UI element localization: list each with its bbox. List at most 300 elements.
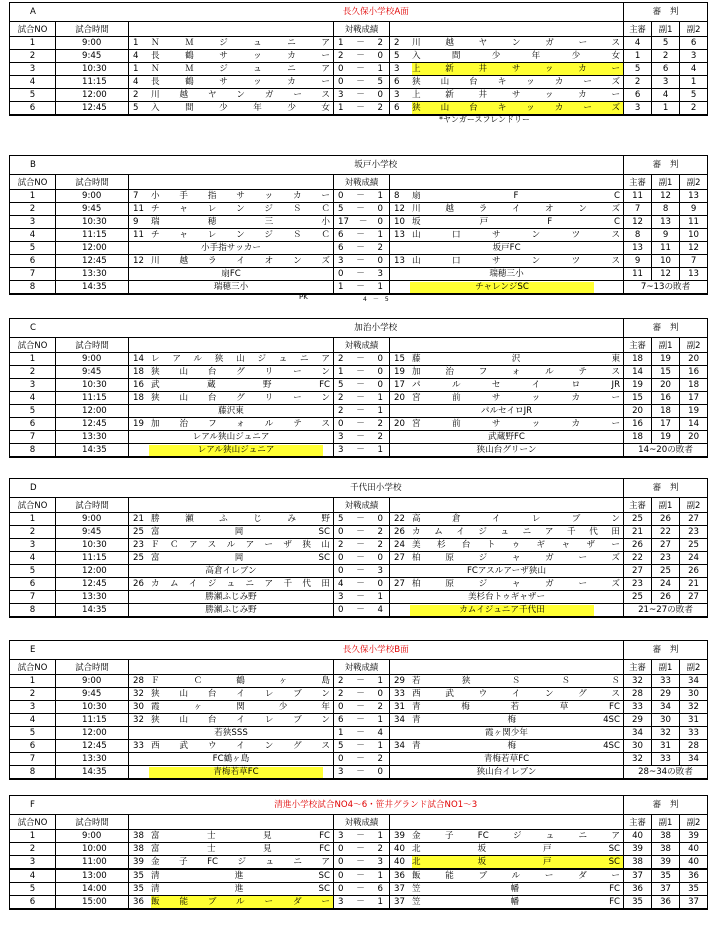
match-score	[334, 63, 390, 76]
referee-sub1: 29	[652, 688, 680, 701]
match-score	[334, 856, 390, 870]
right-team-name: 上新井サッカー	[412, 63, 623, 75]
score-left: 2	[338, 51, 344, 61]
right-team-name: 上新井サッカー	[412, 90, 621, 100]
score-right: 1	[377, 831, 383, 841]
referee-header: 審 判	[624, 156, 708, 175]
score-values	[334, 604, 389, 616]
referee-main: 6	[624, 89, 652, 102]
score-right: 1	[377, 871, 383, 881]
referee-sub2: 25	[680, 539, 708, 552]
left-team	[129, 843, 334, 856]
team-number: 27	[394, 579, 405, 589]
right-team-name: パルセイロJR	[480, 406, 533, 416]
score-dash: －	[356, 897, 365, 907]
game-time-header: 試合時間	[56, 660, 129, 675]
referee-sub2: 17	[680, 392, 708, 405]
left-team-entry	[129, 883, 333, 895]
score-dash: －	[356, 689, 365, 699]
score-right: 1	[377, 592, 383, 602]
score-dash: －	[356, 728, 365, 738]
left-team-name: 勝瀬ふじみ野	[151, 514, 330, 524]
match-score	[334, 766, 390, 779]
game-time: 13:30	[56, 431, 129, 444]
right-team-name: 武蔵野FC	[488, 432, 525, 442]
score-dash: －	[356, 256, 365, 266]
game-no: 3	[10, 539, 56, 552]
right-team-entry	[390, 513, 623, 525]
main-ref-header: 主審	[624, 338, 652, 353]
right-team-name: 金子FCジュニア	[412, 831, 621, 841]
left-team-entry	[129, 870, 333, 882]
game-time: 9:00	[56, 37, 129, 50]
score-left: 0	[338, 702, 344, 712]
team-number: 12	[133, 256, 144, 266]
game-time: 13:30	[56, 591, 129, 604]
referee-sub1: 10	[652, 255, 680, 268]
referee-main: 16	[624, 418, 652, 431]
right-team-entry	[390, 578, 623, 590]
right-team	[390, 268, 624, 281]
table-row	[10, 37, 708, 50]
main-ref-header: 主審	[624, 175, 652, 190]
game-time: 9:00	[56, 830, 129, 843]
score-dash: －	[356, 844, 365, 854]
game-no: 1	[10, 830, 56, 843]
referee-sub2: 40	[680, 856, 708, 870]
left-team-name: 西武ウイングス	[151, 741, 330, 751]
left-team-entry	[129, 379, 333, 391]
referee-sub1: 33	[652, 675, 680, 688]
score-dash: －	[356, 445, 365, 455]
match-score	[334, 229, 390, 242]
score-values	[334, 102, 389, 114]
match-score	[334, 37, 390, 50]
right-team-name: 狭山台キッカーズ	[412, 102, 623, 114]
score-left: 6	[338, 243, 344, 253]
referee-main: 18	[624, 431, 652, 444]
left-team	[129, 539, 334, 552]
team-number: 1	[133, 38, 139, 48]
right-team	[390, 405, 624, 418]
score-right: 1	[377, 282, 383, 292]
score-right: 1	[377, 406, 383, 416]
left-team-name: 小手指サッカー	[201, 243, 261, 253]
left-team-name: 加治フォルテス	[151, 419, 331, 429]
score-values	[334, 870, 389, 882]
score-dash: －	[356, 269, 365, 279]
score-right: 2	[377, 844, 383, 854]
game-no: 5	[10, 405, 56, 418]
referee-sub1: 8	[652, 203, 680, 216]
referee-main: 33	[624, 701, 652, 714]
team-number: 39	[133, 857, 144, 867]
right-team-name: 飯能ブルーダー	[412, 871, 621, 881]
score-right: 2	[377, 754, 383, 764]
table-row	[10, 856, 708, 870]
game-no: 1	[10, 190, 56, 203]
left-team	[129, 896, 334, 909]
left-team-name: ＦＣ鶴ヶ島	[151, 676, 330, 686]
game-no: 4	[10, 229, 56, 242]
score-values	[334, 552, 389, 564]
match-score	[334, 578, 390, 591]
left-team	[129, 405, 334, 418]
left-team	[129, 281, 334, 294]
referee-main: 30	[624, 740, 652, 753]
team-number: 35	[133, 871, 144, 881]
game-no: 5	[10, 565, 56, 578]
referee-main: 9	[624, 255, 652, 268]
score-dash: －	[356, 754, 365, 764]
table-row	[10, 539, 708, 552]
score-right: 1	[377, 897, 383, 907]
score-left: 3	[338, 90, 344, 100]
match-score	[334, 431, 390, 444]
game-no-header: 試合NO	[10, 22, 56, 37]
right-team	[390, 896, 624, 909]
referee-note: 21~27の敗者	[624, 604, 708, 617]
result-header: 対戦成績	[334, 338, 390, 353]
left-team	[129, 366, 334, 379]
left-team-name: 川越ヤンガース	[151, 90, 331, 100]
team-number: 32	[133, 715, 144, 725]
team-number: 18	[133, 393, 144, 403]
match-score	[334, 727, 390, 740]
game-no: 1	[10, 513, 56, 526]
table-row	[10, 578, 708, 591]
match-score	[334, 883, 390, 896]
table-row	[10, 513, 708, 526]
team-number: 4	[133, 51, 139, 61]
right-team-name: 柏原ジャガーズ	[412, 579, 621, 589]
game-no: 2	[10, 366, 56, 379]
score-left: 2	[338, 676, 344, 686]
score-dash: －	[356, 715, 365, 725]
game-time: 9:00	[56, 513, 129, 526]
score-left: 0	[338, 857, 344, 867]
score-dash: －	[356, 230, 365, 240]
referee-sub2: 18	[680, 379, 708, 392]
left-team-entry	[129, 190, 333, 202]
game-no: 8	[10, 604, 56, 617]
match-score	[334, 591, 390, 604]
right-team	[390, 444, 624, 457]
table-row	[10, 255, 708, 268]
right-team-entry	[390, 203, 623, 215]
right-team-name: 坂戸F C	[412, 217, 621, 227]
score-left: 0	[338, 871, 344, 881]
game-no: 4	[10, 714, 56, 727]
right-team	[390, 883, 624, 896]
team-number: 38	[133, 844, 144, 854]
left-team-name: 清進SC	[151, 871, 331, 881]
team-number: 13	[394, 230, 405, 240]
left-team	[129, 418, 334, 431]
score-dash: －	[356, 702, 365, 712]
match-score	[334, 688, 390, 701]
left-team	[129, 268, 334, 281]
referee-main: 19	[624, 379, 652, 392]
score-values	[334, 203, 389, 215]
right-team-name: 狭山台キッカーズ	[412, 77, 621, 87]
referee-sub1: 39	[652, 856, 680, 870]
left-team-entry	[129, 353, 333, 365]
referee-header: 審 判	[624, 3, 708, 22]
referee-main: 39	[624, 843, 652, 856]
score-right: 1	[377, 64, 383, 74]
right-team	[390, 688, 624, 701]
score-values	[334, 353, 389, 365]
left-team-name: 清進SC	[151, 884, 331, 894]
left-team-name: 武蔵野FC	[151, 380, 331, 390]
left-team-name: 富岡SC	[151, 553, 330, 563]
game-no-header: 試合NO	[10, 815, 56, 830]
left-team-entry	[129, 896, 333, 908]
score-left: 4	[338, 579, 344, 589]
score-dash: －	[358, 217, 368, 227]
left-team	[129, 675, 334, 688]
table-row	[10, 766, 708, 779]
game-no: 1	[10, 37, 56, 50]
main-ref-header: 主審	[624, 498, 652, 513]
table-row	[10, 869, 708, 883]
game-time: 12:45	[56, 740, 129, 753]
score-values	[334, 883, 389, 895]
team-number: 6	[394, 77, 400, 87]
right-team-entry	[390, 418, 623, 430]
referee-main: 20	[624, 405, 652, 418]
referee-sub1: 9	[652, 229, 680, 242]
game-time: 13:30	[56, 268, 129, 281]
table-row	[10, 830, 708, 843]
score-right: 0	[377, 367, 383, 377]
score-values	[334, 392, 389, 404]
score-values	[334, 896, 389, 908]
referee-sub2: 23	[680, 526, 708, 539]
left-team	[129, 255, 334, 268]
referee-sub2: 2	[680, 102, 708, 115]
left-team-entry	[129, 843, 333, 855]
score-values	[334, 431, 389, 443]
score-left: 0	[338, 419, 344, 429]
referee-note: 7~13の敗者	[624, 281, 708, 294]
referee-sub1: 32	[652, 727, 680, 740]
left-team-name: 富士見FC	[151, 831, 331, 841]
right-team	[390, 513, 624, 526]
right-team-entry	[390, 190, 623, 202]
left-team	[129, 740, 334, 753]
score-values	[334, 216, 389, 228]
sub2-ref-header: 副2	[680, 338, 708, 353]
score-right: 2	[377, 432, 383, 442]
right-team-entry	[390, 714, 623, 726]
right-team-name: カムイジュニア千代田	[412, 527, 621, 537]
game-time: 12:00	[56, 727, 129, 740]
sub1-ref-header: 副1	[652, 660, 680, 675]
left-team-entry	[129, 50, 333, 62]
right-team-name: パルセイロJR	[412, 380, 621, 390]
match-score	[334, 242, 390, 255]
referee-sub1: 11	[652, 242, 680, 255]
referee-main: 4	[624, 37, 652, 50]
left-team-name: 金子FCジュニア	[151, 857, 331, 867]
referee-sub2: 24	[680, 552, 708, 565]
score-right: 0	[377, 90, 383, 100]
score-values	[334, 444, 389, 456]
left-team-name: チャレンジＳＣ	[151, 230, 330, 240]
right-team-name: 西武ウイングス	[412, 689, 620, 699]
game-no: 6	[10, 740, 56, 753]
right-team-entry	[390, 379, 623, 391]
left-team-name: 狭山台グリーン	[151, 367, 331, 377]
game-no: 6	[10, 418, 56, 431]
score-right: 1	[377, 230, 383, 240]
left-team-entry	[129, 675, 333, 687]
right-team-entry	[390, 675, 623, 687]
right-team-name: 若狭ＳＳＳ	[412, 676, 620, 686]
game-time: 12:00	[56, 89, 129, 102]
score-dash: －	[356, 432, 365, 442]
game-time: 14:00	[56, 883, 129, 896]
left-team	[129, 242, 334, 255]
referee-sub1: 3	[652, 76, 680, 89]
right-team-name: 加治フォルテス	[412, 367, 621, 377]
match-score	[334, 513, 390, 526]
referee-sub2: 27	[680, 513, 708, 526]
game-time: 10:30	[56, 379, 129, 392]
sub1-ref-header: 副1	[652, 175, 680, 190]
right-team	[390, 203, 624, 216]
team-number: 27	[394, 553, 405, 563]
game-time: 14:35	[56, 444, 129, 457]
score-values	[334, 714, 389, 726]
game-time: 9:45	[56, 688, 129, 701]
table-row	[10, 418, 708, 431]
referee-sub2: 33	[680, 727, 708, 740]
referee-sub1: 17	[652, 418, 680, 431]
right-team	[390, 675, 624, 688]
referee-sub2: 20	[680, 353, 708, 366]
block-letter: B	[10, 156, 129, 175]
team-number: 1	[133, 64, 139, 74]
score-dash: －	[356, 243, 365, 253]
left-team-entry	[129, 418, 333, 430]
right-team	[390, 418, 624, 431]
score-right: 4	[377, 605, 383, 615]
score-left: 3	[338, 897, 344, 907]
game-no-header: 試合NO	[10, 175, 56, 190]
left-team-name: カムイジュニア千代田	[151, 579, 330, 589]
left-team	[129, 216, 334, 229]
team-number: 8	[394, 191, 400, 201]
right-team-name: 川越ライオンズ	[412, 204, 621, 214]
game-time: 9:45	[56, 50, 129, 63]
team-number: 19	[133, 419, 144, 429]
team-number: 35	[133, 884, 144, 894]
referee-main: 11	[624, 268, 652, 281]
result-header: 対戦成績	[334, 815, 390, 830]
right-team-name: 藤沢東	[412, 354, 621, 364]
right-team-name: 美杉台トゥギャザー	[467, 592, 546, 602]
left-team	[129, 102, 334, 115]
table-row	[10, 565, 708, 578]
left-team-entry	[129, 513, 333, 525]
right-team-name: 高倉イレブン	[412, 514, 621, 524]
score-right: 1	[377, 393, 383, 403]
table-row	[10, 203, 708, 216]
right-team	[390, 281, 624, 294]
game-no: 2	[10, 526, 56, 539]
score-values	[334, 242, 389, 254]
right-team-entry	[390, 883, 623, 895]
match-score	[334, 190, 390, 203]
left-team-name: 小手指サッカー	[151, 191, 330, 201]
table-row	[10, 50, 708, 63]
right-team-name: 山口サンツス	[412, 230, 621, 240]
score-right: 2	[377, 540, 383, 550]
empty-cell	[129, 22, 334, 37]
left-team-entry	[129, 552, 333, 564]
referee-sub1: 12	[652, 190, 680, 203]
table-row	[10, 526, 708, 539]
match-score	[334, 526, 390, 539]
game-time: 11:15	[56, 552, 129, 565]
right-team-entry	[390, 856, 623, 868]
referee-sub2: 5	[680, 89, 708, 102]
referee-sub2: 21	[680, 578, 708, 591]
right-team-name: 扇F C	[412, 191, 621, 201]
empty-cell	[129, 175, 334, 190]
block-title: 清進小学校試合NO4～6・笹井グランド試合NO1～3	[129, 796, 624, 815]
left-team-entry	[129, 688, 333, 700]
game-time: 12:00	[56, 405, 129, 418]
referee-sub1: 25	[652, 565, 680, 578]
result-header: 対戦成績	[334, 498, 390, 513]
score-dash: －	[356, 553, 365, 563]
match-score	[334, 714, 390, 727]
right-team	[390, 578, 624, 591]
right-team-entry	[390, 843, 623, 855]
right-team-entry	[390, 353, 623, 365]
game-time: 14:35	[56, 766, 129, 779]
referee-main: 14	[624, 366, 652, 379]
score-right: 0	[377, 51, 383, 61]
game-no: 3	[10, 379, 56, 392]
referee-main: 32	[624, 675, 652, 688]
team-number: 32	[133, 689, 144, 699]
left-team-name: レアル狭山ジュニア	[151, 354, 331, 364]
match-score	[334, 869, 390, 883]
left-team	[129, 89, 334, 102]
team-number: 9	[133, 217, 139, 227]
score-values	[334, 418, 389, 430]
score-values	[334, 229, 389, 241]
right-team	[390, 76, 624, 89]
block-note: *ヤンガースフレンドリー	[439, 115, 530, 124]
block-title: 千代田小学校	[129, 479, 624, 498]
score-dash: －	[356, 354, 365, 364]
match-score	[334, 418, 390, 431]
score-right: 0	[377, 767, 383, 777]
score-left: 3	[338, 831, 344, 841]
left-team-name: ＮＭジュニア	[151, 64, 331, 74]
referee-sub1: 4	[652, 89, 680, 102]
game-no-header: 試合NO	[10, 338, 56, 353]
score-left: 0	[338, 269, 344, 279]
team-number: 11	[133, 230, 144, 240]
table-row	[10, 444, 708, 457]
